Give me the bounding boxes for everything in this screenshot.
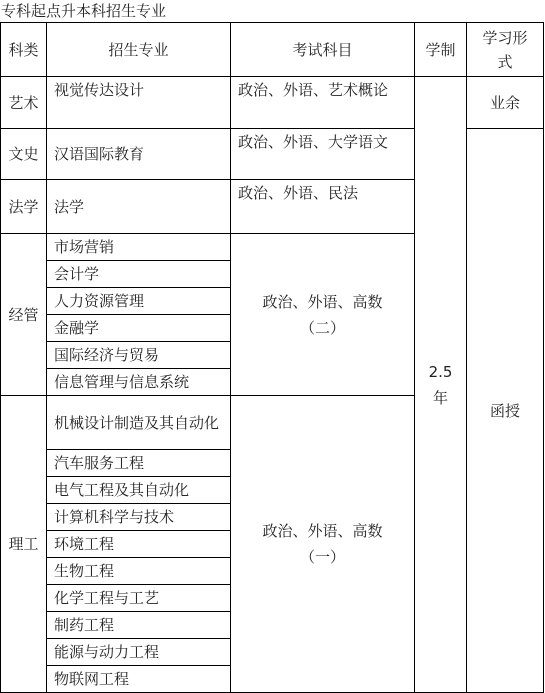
- page-title: 专科起点升本科招生专业: [1, 2, 167, 20]
- category-cell: 文史: [1, 129, 47, 180]
- duration-cell: [415, 77, 467, 693]
- major-cell: 汉语国际教育: [47, 129, 231, 180]
- major-cell: 环境工程: [47, 531, 231, 558]
- category-cell: 理工: [1, 396, 47, 693]
- subjects-line1: 政治、外语、高数: [262, 522, 383, 540]
- subjects-cell: 政治、外语、民法: [231, 180, 415, 234]
- major-cell: 法学: [47, 180, 231, 234]
- category-cell: 法学: [1, 180, 47, 234]
- major-cell: 国际经济与贸易: [47, 342, 231, 369]
- major-cell: 信息管理与信息系统: [47, 369, 231, 396]
- header-duration: 学制: [415, 23, 467, 77]
- study-mode-others: 函授: [467, 129, 544, 693]
- major-cell: 视觉传达设计: [47, 77, 231, 129]
- major-cell: 机械设计制造及其自动化: [47, 396, 231, 450]
- subjects-line2: （二）: [299, 318, 345, 337]
- table-header-row: [1, 23, 544, 77]
- table-row: [1, 77, 544, 129]
- major-cell: 计算机科学与技术: [47, 504, 231, 531]
- header-major: 招生专业: [47, 23, 231, 77]
- category-cell: 艺术: [1, 77, 47, 129]
- subjects-line1: 政治、外语、高数: [262, 292, 383, 311]
- category-cell: 经管: [1, 234, 47, 396]
- subjects-cell: 政治、外语、艺术概论: [231, 77, 415, 129]
- subjects-cell: [231, 234, 415, 396]
- subjects-line2: （一）: [299, 548, 345, 566]
- header-subjects: 考试科目: [231, 23, 415, 77]
- major-cell: 金融学: [47, 315, 231, 342]
- major-cell: 制药工程: [47, 612, 231, 639]
- admission-table: [0, 22, 544, 693]
- subjects-cell: 政治、外语、大学语文: [231, 129, 415, 180]
- major-cell: 人力资源管理: [47, 288, 231, 315]
- header-category: 科类: [1, 23, 47, 77]
- duration-value: 2.5: [428, 362, 453, 381]
- major-cell: 物联网工程: [47, 666, 231, 693]
- major-cell: 能源与动力工程: [47, 639, 231, 666]
- duration-unit: 年: [432, 388, 448, 407]
- major-cell: 生物工程: [47, 558, 231, 585]
- major-cell: 电气工程及其自动化: [47, 477, 231, 504]
- subjects-cell: [231, 396, 415, 693]
- major-cell: 市场营销: [47, 234, 231, 261]
- major-cell: 会计学: [47, 261, 231, 288]
- major-cell: 汽车服务工程: [47, 450, 231, 477]
- study-mode-art: 业余: [467, 77, 544, 129]
- header-study-mode: 学习形式: [467, 23, 544, 77]
- major-cell: 化学工程与工艺: [47, 585, 231, 612]
